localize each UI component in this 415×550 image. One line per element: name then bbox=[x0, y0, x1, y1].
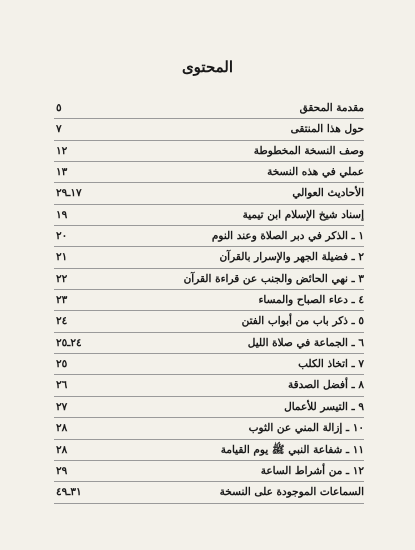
toc-entry-pages: ١٢ bbox=[56, 144, 68, 157]
toc-entry-label: ١ ـ الذكر في دبر الصلاة وعند النوم bbox=[211, 230, 364, 243]
toc-entry-label: حول هذا المنتقى bbox=[290, 123, 364, 136]
toc-entry bbox=[54, 333, 364, 354]
toc-entry-label: ٣ ـ نهي الحائض والجنب عن قراءة القرآن bbox=[183, 272, 364, 285]
toc-entry bbox=[54, 119, 364, 140]
toc-entry-label: الأحاديث العوالي bbox=[292, 187, 364, 200]
toc-entry-pages: ٧ bbox=[56, 123, 62, 136]
toc-entry-label: ٩ ـ التيسر للأعمال bbox=[284, 400, 364, 413]
toc-entry-pages: ٢٣ bbox=[56, 294, 68, 307]
toc-entry-label: ٥ ـ ذكر باب من أبواب الفتن bbox=[241, 315, 364, 328]
toc-entry-pages: ٢١ bbox=[56, 251, 68, 264]
toc-entry bbox=[54, 290, 364, 311]
toc-entry-label: وصف النسخة المخطوطة bbox=[253, 144, 364, 157]
toc-entry-label: ١١ ـ شفاعة النبي ﷺ يوم القيامة bbox=[220, 443, 364, 456]
toc-entry bbox=[54, 440, 364, 461]
toc-entry-pages: ١٣ bbox=[56, 166, 68, 179]
toc-entry-label: ٢ ـ فضيلة الجهر والإسرار بالقرآن bbox=[219, 251, 364, 264]
toc-entry-pages: ٢٥ bbox=[56, 358, 68, 371]
toc-entry bbox=[54, 141, 364, 162]
toc-entry bbox=[54, 205, 364, 226]
toc-entry-label: مقدمة المحقق bbox=[299, 102, 364, 114]
toc-entry bbox=[54, 311, 364, 332]
toc-entry-pages: ٢٢ bbox=[56, 272, 68, 285]
toc-entry-label: ٧ ـ اتخاذ الكلب bbox=[298, 358, 364, 371]
toc-entry-pages: ٢٨ bbox=[56, 443, 68, 456]
toc-entry-pages: ٢٦ bbox=[56, 379, 68, 392]
toc-entry-label: ٦ ـ الجماعة في صلاة الليل bbox=[247, 336, 364, 349]
toc-entry-pages: ٢٧ bbox=[56, 400, 68, 413]
toc-entry-pages: ٢٤ bbox=[56, 315, 68, 328]
toc-entry-label: ١٢ ـ من أشراط الساعة bbox=[260, 464, 364, 477]
toc-entry bbox=[54, 375, 364, 396]
toc-entry-pages: ٢٠ bbox=[56, 230, 68, 243]
toc-entry-pages: ٢٨ bbox=[56, 422, 68, 435]
toc-entry-pages: ٣١ـ٤٩ bbox=[56, 486, 82, 499]
toc-entry bbox=[54, 418, 364, 439]
toc-entry bbox=[54, 247, 364, 268]
toc-entry bbox=[54, 162, 364, 183]
table-of-contents bbox=[54, 98, 364, 504]
toc-entry bbox=[54, 482, 364, 503]
toc-entry-label: ٤ ـ دعاء الصباح والمساء bbox=[258, 294, 364, 307]
toc-entry-pages: ٢٩ bbox=[56, 464, 68, 477]
toc-entry-pages: ١٩ bbox=[56, 208, 68, 221]
toc-entry-label: إسناد شيخ الإسلام ابن تيمية bbox=[242, 208, 364, 221]
toc-entry bbox=[54, 183, 364, 204]
toc-entry-pages: ٢٤ـ٢٥ bbox=[56, 336, 82, 349]
toc-entry bbox=[54, 98, 364, 119]
toc-entry bbox=[54, 354, 364, 375]
toc-entry-label: السماعات الموجودة على النسخة bbox=[219, 486, 364, 499]
page-title: المحتوى bbox=[181, 58, 234, 76]
toc-entry-label: عملي في هذه النسخة bbox=[267, 166, 364, 179]
toc-entry bbox=[54, 226, 364, 247]
toc-entry-pages: ١٧ـ٢٩ bbox=[56, 187, 82, 200]
toc-entry bbox=[54, 269, 364, 290]
toc-entry-label: ١٠ ـ إزالة المني عن الثوب bbox=[248, 422, 364, 435]
toc-entry bbox=[54, 461, 364, 482]
toc-entry-pages: ٥ bbox=[56, 102, 62, 114]
toc-entry-label: ٨ ـ أفضل الصدقة bbox=[287, 379, 364, 392]
toc-entry bbox=[54, 397, 364, 418]
